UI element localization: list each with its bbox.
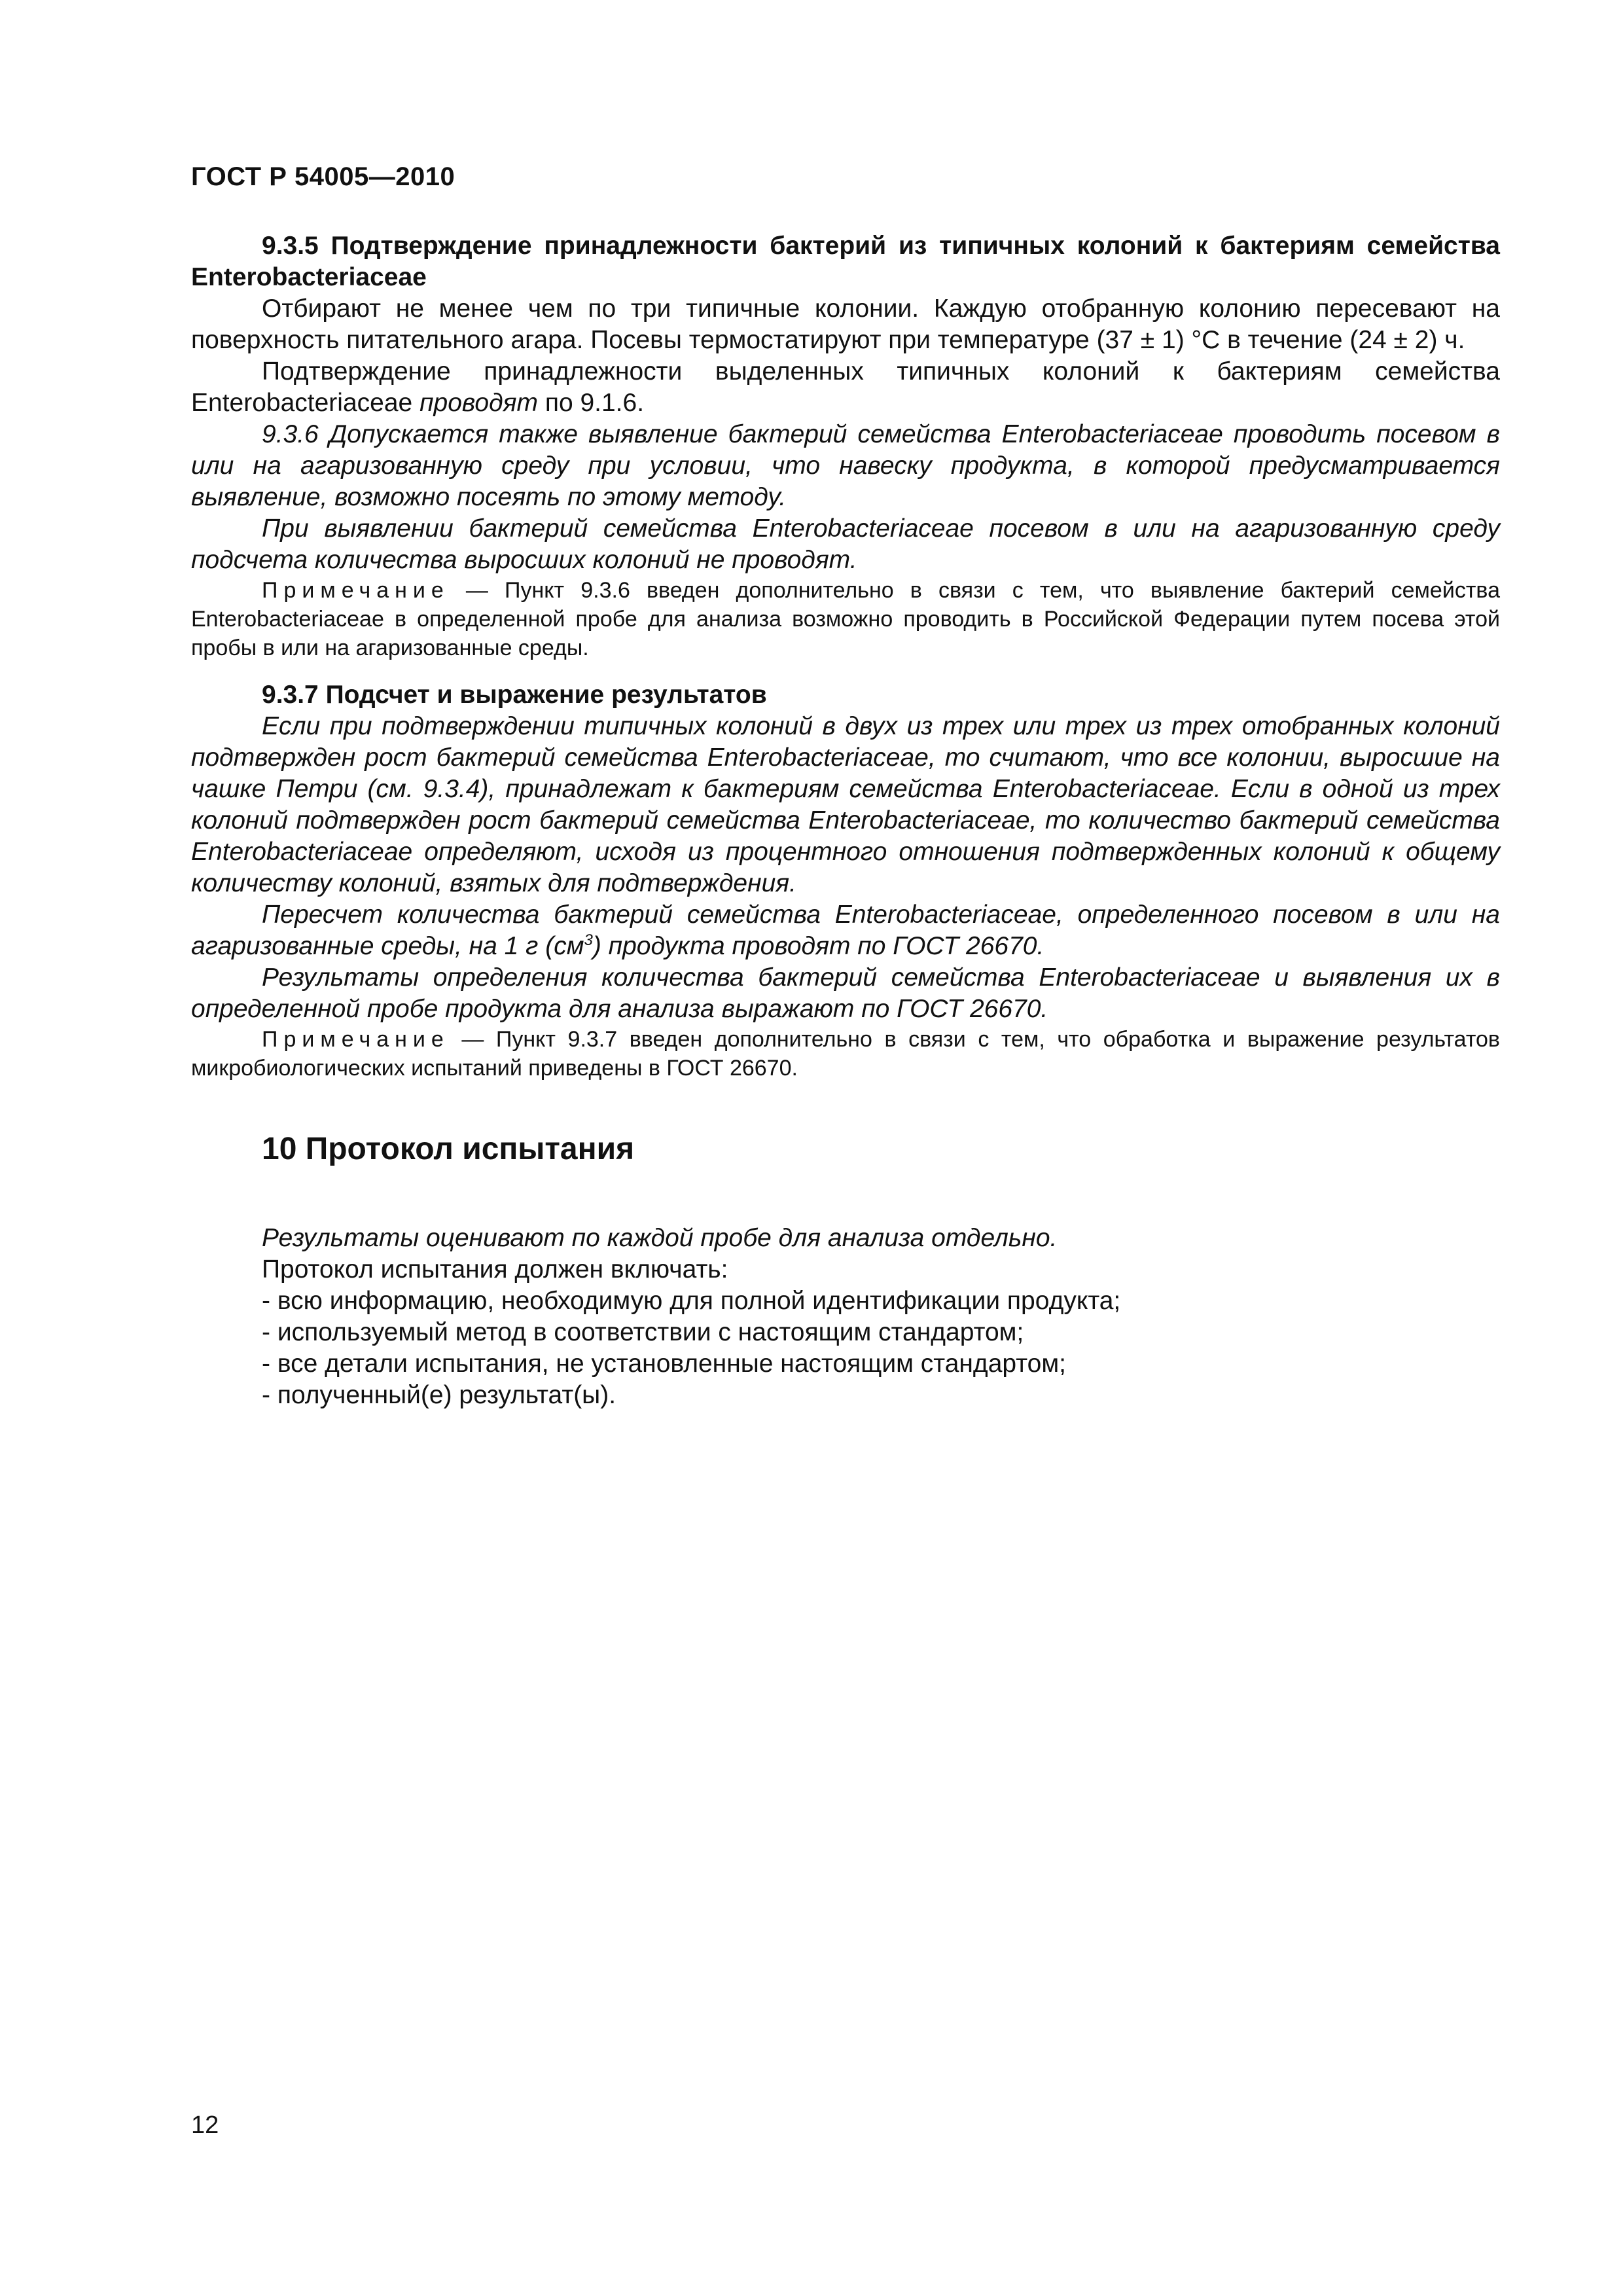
list-item: - все детали испытания, не установленные настоящим стандартом; <box>262 1350 1066 1378</box>
section-10-title: 10 Протокол испытания <box>262 1132 635 1166</box>
section-10-paragraph-1: Результаты оценивают по каждой пробе для анализа отдельно. <box>262 1224 1058 1252</box>
spacer <box>191 662 1500 679</box>
list-item: - всю информацию, необходимую для полной идентификации продукта; <box>262 1287 1121 1315</box>
section-9-3-7-paragraph-1: Если при подтверждении типичных колоний в двух из трех или трех из трех отобранных колоний подтвержден рост бактерий семейства Enterobacteriaceae, то считают, что все колонии, выросшие на чашке Петри (см. 9.3.4), принадлежат к бактериям семейства Enterobacteriaceae. Если в одной из трех колоний подтвержден рост бактерий семейства Enterobacteriaceae, то количество бактерий семейства Enterobacteriaceae определяют, исходя из процентного отношения подтвержденных колоний к общему количеству колоний, взятых для подтверждения. <box>191 712 1500 897</box>
section-9-3-5-title: 9.3.5 Подтверждение принадлежности бактерий из типичных колоний к бактериям семейства Enterobacteriaceae <box>191 232 1500 291</box>
protocol-requirements-list <box>191 1285 1500 1411</box>
section-9-3-5-paragraph-2 <box>191 356 1500 419</box>
note-label: Примечание <box>262 1027 450 1052</box>
paragraph-text: Пересчет количества бактерий семейства Enterobacteriaceae, определенного посевом в или на агаризованные среды, на 1 г (см <box>191 901 1500 960</box>
standard-code: ГОСТ Р 54005—2010 <box>191 162 455 191</box>
paragraph-text: ) продукта проводят по ГОСТ 26670. <box>592 932 1044 960</box>
page-content <box>191 230 1500 1411</box>
note-9-3-6 <box>191 576 1500 662</box>
section-9-3-6-paragraph-2: При выявлении бактерий семейства Enterobacteriaceae посевом в или на агаризованную среду подсчета количества выросших колоний не проводят. <box>191 514 1500 574</box>
note-text: — Пункт 9.3.6 введен дополнительно в связи с тем, что выявление бактерий семейства Enterobacteriaceae в определенной пробе для анализа возможно проводить в Российской Федерации путем посева этой пробы в или на агаризованные среды. <box>191 578 1500 660</box>
section-9-3-6-paragraph-1: 9.3.6 Допускается также выявление бактерий семейства Enterobacteriaceae проводить посевом в или на агаризованную среду при условии, что навеску продукта, в которой предусматривается выявление, возможно посеять по этому методу. <box>191 420 1500 511</box>
list-item: - используемый метод в соответствии с настоящим стандартом; <box>262 1318 1024 1346</box>
section-9-3-7-title: 9.3.7 Подсчет и выражение результатов <box>262 681 767 709</box>
section-9-3-5-paragraph-1: Отбирают не менее чем по три типичные колонии. Каждую отобранную колонию пересевают на поверхность питательного агара. Посевы термостатируют при температуре (37 ± 1) °С в течение (24 ± 2) ч. <box>191 295 1500 354</box>
paragraph-text: по 9.1.6. <box>537 389 645 417</box>
section-9-3-7-paragraph-3: Результаты определения количества бактерий семейства Enterobacteriaceae и выявления их в определенной пробе продукта для анализа выражают по ГОСТ 26670. <box>191 963 1500 1023</box>
superscript: 3 <box>584 931 593 949</box>
note-9-3-7 <box>191 1025 1500 1083</box>
section-9-3-7-paragraph-2 <box>191 899 1500 962</box>
list-item: - полученный(е) результат(ы). <box>262 1381 616 1409</box>
paragraph-text: Подтверждение принадлежности выделенных типичных колоний к бактериям семейства Enterobacteriaceae <box>191 357 1500 417</box>
paragraph-text-italic: проводят <box>419 389 538 417</box>
note-label: Примечание <box>262 578 450 603</box>
section-10-paragraph-2: Протокол испытания должен включать: <box>262 1255 728 1283</box>
note-text: — Пункт 9.3.7 введен дополнительно в связи с тем, что обработка и выражение результатов микробиологических испытаний приведены в ГОСТ 26670. <box>191 1027 1500 1081</box>
page-number: 12 <box>191 2111 219 2139</box>
